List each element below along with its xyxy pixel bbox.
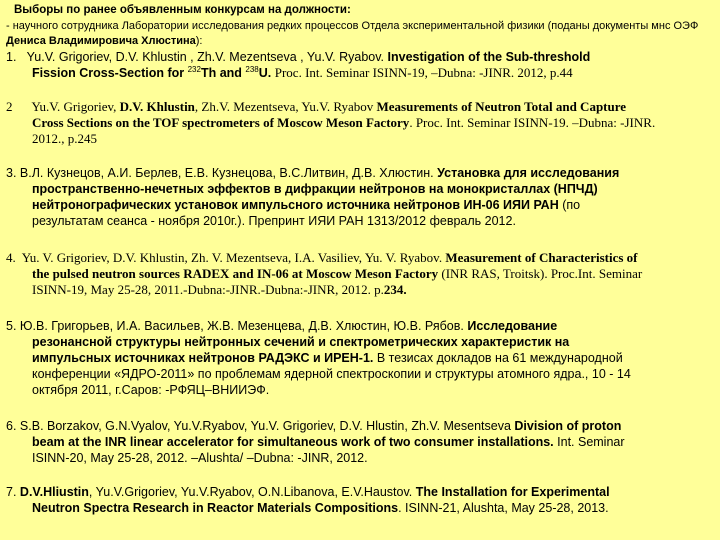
- item-title: Measurements of Neutron Total and Capture: [376, 99, 627, 114]
- item-title-line: [6, 350, 714, 366]
- item-number: 3.: [6, 166, 17, 180]
- publication-4: [6, 250, 714, 298]
- item-reference: Proc. Int. Seminar ISINN-19, –Dubna: -JINR. 2012, p.44: [274, 65, 573, 80]
- item-title-line: beam at the INR linear accelerator for simultaneous work of two consumer installations.: [32, 435, 554, 449]
- item-reference: В тезисах докладов на 61 международной: [376, 351, 623, 365]
- publication-3: [6, 165, 714, 229]
- item-reference: . ISINN-21, Alushta, May 25-28, 2013.: [398, 501, 609, 515]
- isotope-u: U.: [258, 66, 272, 80]
- item-title-line: [6, 197, 714, 213]
- publication-7: [6, 484, 714, 516]
- item-title: Measurement of Characteristics of: [445, 250, 638, 265]
- item-reference: . Proc. Int. Seminar ISINN-19. –Dubna: -JINR.: [409, 115, 656, 130]
- item-reference-text: ISINN-19, May 25-28, 2011.-Dubna:-JINR.-Dubna:-JINR, 2012. p.: [32, 282, 384, 297]
- publication-1: [6, 49, 714, 81]
- item-authors: Yu.V. Grigoriev, D.V. Khlustin , Zh.V. Mezentseva , Yu.V. Ryabov.: [26, 50, 385, 64]
- item-title-line: Cross Sections on the TOF spectrometers of Moscow Meson Factory: [32, 115, 410, 130]
- item-title-cont: [6, 115, 714, 131]
- item-title-text: нейтронографических установок импульсного источника нейтронов ИН-06 ИЯИ РАН: [32, 198, 559, 212]
- item-page: 234.: [383, 282, 407, 297]
- item-title: Division of proton: [514, 419, 622, 433]
- item-title-text: импульсных источниках нейтронов РАДЭКС и ИРЕН-1.: [32, 351, 374, 365]
- publication-5: [6, 318, 714, 398]
- item-title-text: пространственно-нечетных эффектов в дифракции нейтронов на монокристаллах (НПЧД): [32, 182, 598, 196]
- item-title: Установка для исследования: [437, 166, 620, 180]
- item-reference: (INR RAS, Troitsk). Proc.Int. Seminar: [441, 266, 643, 281]
- item-author-bold: D.V. Khlustin: [119, 99, 195, 114]
- subtitle-end: ):: [195, 35, 203, 47]
- isotope-th: Th and: [200, 66, 242, 80]
- candidate-name: Дениса Владимировича Хлюстина: [6, 35, 196, 47]
- item-authors: В.Л. Кузнецов, А.И. Берлев, Е.В. Кузнецова, В.С.Литвин, Д.В. Хлюстин.: [19, 166, 434, 180]
- item-title-cont: [6, 500, 714, 516]
- subtitle-text: - научного сотрудника Лаборатории исследования редких процессов Отдела экспериментальной физики (поданы документы мнс ОЭФ: [6, 20, 699, 32]
- item-number: 2: [6, 99, 13, 114]
- item-title: The Installation for Experimental: [415, 485, 610, 499]
- item-title: Investigation of the Sub-threshold: [387, 50, 591, 64]
- item-number: 6.: [6, 419, 17, 433]
- item-number: 4.: [6, 250, 16, 265]
- publication-6: [6, 418, 714, 466]
- item-title-line: [6, 334, 714, 350]
- item-title-line: the pulsed neutron sources RADEX and IN-06 at Moscow Meson Factory: [32, 266, 439, 281]
- item-number: 7.: [6, 485, 17, 499]
- item-authors: S.B. Borzakov, G.N.Vyalov, Yu.V.Ryabov, Yu.V. Grigoriev, D.V. Hlustin, Zh.V. Mesentseva: [19, 419, 511, 433]
- item-title-line: Fission Cross-Section for: [32, 66, 185, 80]
- header-title: Выборы по ранее объявленным конкурсам на должности:: [14, 4, 351, 16]
- item-reference: (по: [562, 198, 581, 212]
- item-reference-cont: [6, 282, 714, 298]
- item-title-cont: [6, 434, 714, 450]
- item-reference-cont: результатам сеанса - ноября 2010г.). Препринт ИЯИ РАН 1313/2012 февраль 2012.: [32, 214, 516, 228]
- item-number: 1.: [6, 50, 17, 64]
- item-authors: Yu. V. Grigoriev, D.V. Khlustin, Zh. V. Mezentseva, I.A. Vasiliev, Yu. V. Ryabov.: [21, 250, 443, 265]
- item-reference-cont: 2012., p.245: [32, 131, 97, 146]
- item-title-cont: [6, 65, 714, 81]
- isotope-mass-u: 238: [245, 64, 259, 74]
- item-title-line: [6, 181, 714, 197]
- item-title-text: резонансной структуры нейтронных сечений и спектрометрических характеристик на: [32, 335, 570, 349]
- item-reference-cont: ISINN-20, May 25-28, 2012. –Alushta/ –Dubna: -JINR, 2012.: [32, 451, 368, 465]
- header-subtitle: [6, 19, 718, 49]
- item-title: Исследование: [467, 319, 558, 333]
- item-number: 5.: [6, 319, 17, 333]
- item-reference: Int. Seminar: [557, 435, 625, 449]
- item-title-line: Neutron Spectra Research in Reactor Materials Compositions: [32, 501, 399, 515]
- item-authors: Yu.V. Grigoriev,: [31, 99, 120, 114]
- publication-2: [6, 99, 714, 147]
- item-authors-rest: , Zh.V. Mezentseva, Yu.V. Ryabov: [194, 99, 374, 114]
- item-authors: , Yu.V.Grigoriev, Yu.V.Ryabov, O.N.Libanova, E.V.Haustov.: [88, 485, 413, 499]
- item-authors: Ю.В. Григорьев, И.А. Васильев, Ж.В. Мезенцева, Д.В. Хлюстин, Ю.В. Рябов.: [19, 319, 464, 333]
- isotope-mass-th: 232: [187, 64, 201, 74]
- item-title-cont: [6, 266, 714, 282]
- item-author-bold: D.V.Hliustin: [19, 485, 89, 499]
- item-reference-cont: конференции «ЯДРО-2011» по проблемам ядерной спектроскопии и структуры атомного ядра., 10 - 14: [32, 367, 631, 381]
- item-reference-cont: октября 2011, г.Саров: -РФЯЦ–ВНИИЭФ.: [32, 383, 270, 397]
